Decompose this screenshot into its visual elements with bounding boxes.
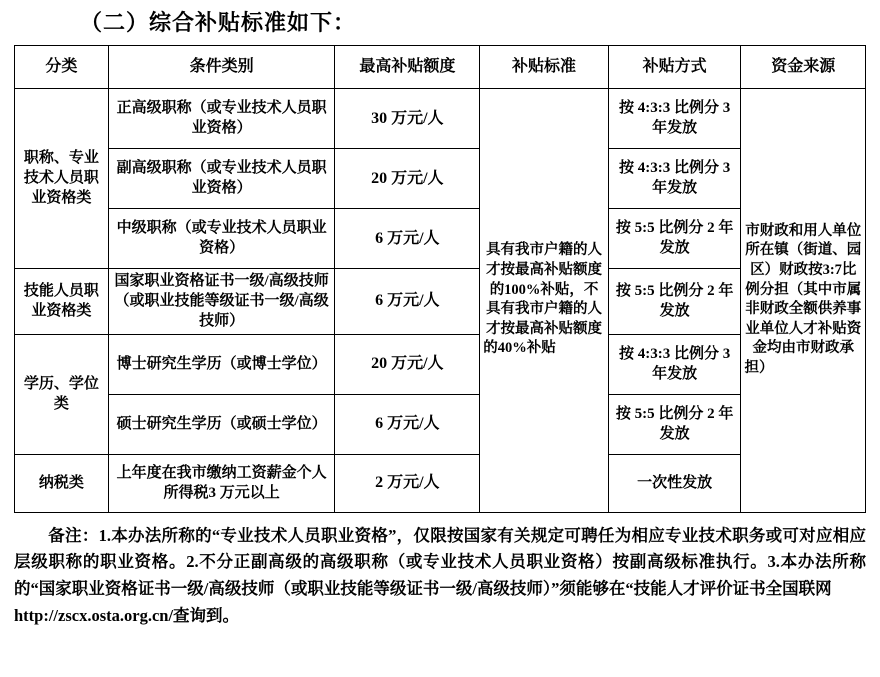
cell-condition: 副高级职称（或专业技术人员职业资格） [108,148,335,208]
cell-max-amount: 6 万元/人 [335,268,480,334]
cell-class-title-group: 职称、专业技术人员职业资格类 [15,88,109,268]
cell-class-skill-group: 技能人员职业资格类 [15,268,109,334]
table-row [15,334,866,394]
table-header-row [15,45,866,88]
cell-max-amount: 30 万元/人 [335,88,480,148]
cell-condition: 中级职称（或专业技术人员职业资格） [108,208,335,268]
table-row [15,268,866,334]
cell-condition: 正高级职称（或专业技术人员职业资格） [108,88,335,148]
table-footnote [14,523,866,603]
cell-max-amount: 20 万元/人 [335,148,480,208]
table-row [15,208,866,268]
cell-max-amount: 20 万元/人 [335,334,480,394]
table-row [15,148,866,208]
footnote-url-line: http://zscx.osta.org.cn/查询到。 [14,605,240,625]
cell-payment-method: 按 4:3:3 比例分 3 年发放 [608,148,741,208]
cell-subsidy-standard: 具有我市户籍的人才按最高补贴额度的100%补贴，不具有我市户籍的人才按最高补贴额度的40%补贴 [480,88,609,512]
column-header-class: 分类 [15,45,109,88]
cell-condition: 国家职业资格证书一级/高级技师（或职业技能等级证书一级/高级技师） [108,268,335,334]
cell-payment-method: 按 5:5 比例分 2 年发放 [608,394,741,454]
cell-payment-method: 一次性发放 [608,454,741,512]
column-header-condition: 条件类别 [108,45,335,88]
cell-condition: 上年度在我市缴纳工资薪金个人所得税3 万元以上 [108,454,335,512]
cell-payment-method: 按 4:3:3 比例分 3 年发放 [608,334,741,394]
cell-condition: 硕士研究生学历（或硕士学位） [108,394,335,454]
note-lead: 备注： [48,525,99,545]
cell-payment-method: 按 5:5 比例分 2 年发放 [608,268,741,334]
table-row [15,454,866,512]
cell-funding-source: 市财政和用人单位所在镇（街道、园区）财政按3:7比例分担（其中市属非财政全额供养事业单位人才补贴资金均由市财政承担） [741,88,866,512]
cell-condition: 博士研究生学历（或博士学位） [108,334,335,394]
cell-max-amount: 6 万元/人 [335,208,480,268]
subsidy-standards-table [14,45,866,513]
table-row [15,88,866,148]
cell-payment-method: 按 4:3:3 比例分 3 年发放 [608,88,741,148]
column-header-max-amount: 最高补贴额度 [335,45,480,88]
column-header-standard: 补贴标准 [480,45,609,88]
column-header-source: 资金来源 [741,45,866,88]
cell-payment-method: 按 5:5 比例分 2 年发放 [608,208,741,268]
cell-class-tax-group: 纳税类 [15,454,109,512]
cell-max-amount: 2 万元/人 [335,454,480,512]
table-row [15,394,866,454]
page-title: （二）综合补贴标准如下： [80,10,357,35]
cell-max-amount: 6 万元/人 [335,394,480,454]
cell-class-degree-group: 学历、学位类 [15,334,109,454]
column-header-method: 补贴方式 [608,45,741,88]
note-body: 1.本办法所称的“专业技术人员职业资格”，仅限按国家有关规定可聘任为相应专业技术职务或可对应相应层级职称的职业资格。2.不分正副高级的高级职称（或专业技术人员职业资格）按副高级标准执行。3.本办法所称的“国家职业资格证书一级/高级技师（或职业技能等级证书一级/高级技师）”须能够在“技能人才评价证书全国联网 [14,525,867,598]
